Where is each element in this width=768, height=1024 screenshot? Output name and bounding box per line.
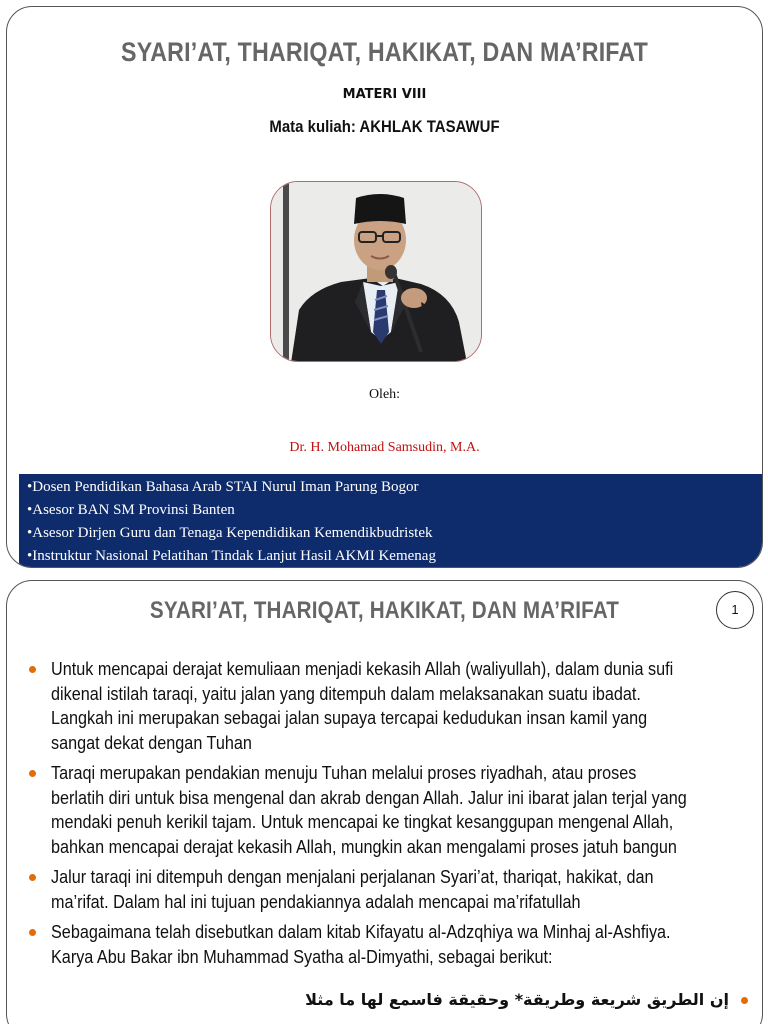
bullet-line: Untuk mencapai derajat kemuliaan menjadi kekasih Allah (waliyullah), dalam dunia sufi	[51, 659, 674, 679]
by-label: Oleh:	[368, 387, 401, 402]
bullet-item	[25, 920, 750, 969]
bullet-dot-icon	[29, 666, 36, 673]
bullet-item	[25, 761, 750, 859]
course-label: Mata kuliah: AKHLAK TASAWUF	[269, 117, 500, 136]
role-item: •Dosen Pendidikan Bahasa Arab STAI Nurul Iman Parung Bogor	[27, 479, 419, 495]
title-slide	[6, 6, 763, 568]
author-name: Dr. H. Mohamad Samsudin, M.A.	[289, 440, 480, 455]
bullet-line: Sebagaimana telah disebutkan dalam kitab Kifayatu al-Adzqhiya wa Minhaj al-Ashfiya.	[51, 922, 671, 942]
bullet-line: Taraqi merupakan pendakian menuju Tuhan melalui proses riyadhah, atau proses	[51, 763, 637, 783]
bullet-dot-icon	[29, 770, 36, 777]
role-item: •Instruktur Nasional Pelatihan Tindak Lanjut Hasil AKMI Kemenag	[27, 548, 436, 564]
author-photo	[270, 181, 482, 362]
portrait-image	[271, 182, 482, 362]
bullet-line: sangat dekat dengan Tuhan	[51, 732, 252, 753]
role-item: •Asesor Dirjen Guru dan Tenaga Kependidikan Kemendikbudristek	[27, 525, 433, 541]
bullet-item	[25, 657, 750, 755]
bullet-line: bahkan mencapai derajat kekasih Allah, mungkin akan mengalami proses jatuh bangun	[51, 836, 677, 857]
page-number-badge: 1	[716, 591, 754, 629]
bullet-dot-icon	[741, 997, 748, 1004]
arabic-quote-text: إن الطريق شريعة وطريقة* وحقيقة فاسمع لها ما مثلا	[305, 990, 729, 1009]
bullet-dot-icon	[29, 874, 36, 881]
bullet-line: berlatih diri untuk bisa mengenal dan akrab dengan Allah. Jalur ini ibarat jalan terjal yang	[51, 787, 687, 808]
bullet-line: Karya Abu Bakar ibn Muhammad Syatha al-Dimyathi, sebagai berikut:	[51, 946, 553, 967]
role-item: •Asesor BAN SM Provinsi Banten	[27, 502, 235, 518]
materi-label: MATERI VIII	[342, 87, 427, 102]
bullet-line: Langkah ini merupakan sebagai jalan supaya tercapai kedudukan insan kamil yang	[51, 708, 648, 728]
bullet-line: ma’rifat. Dalam hal ini tujuan pendakiannya adalah mencapai ma’rifatullah	[51, 891, 581, 912]
bullet-list	[25, 657, 750, 975]
bullet-line: Jalur taraqi ini ditempuh dengan menjalani perjalanan Syari’at, thariqat, hakikat, dan	[51, 867, 654, 887]
bullet-line: mendaki penuh kerikil tajam. Untuk mencapai ke tingkat kesanggupan mengenal Allah,	[51, 812, 674, 832]
arabic-quote	[305, 990, 748, 1009]
content-slide	[6, 580, 763, 1024]
bullet-dot-icon	[29, 929, 36, 936]
slide-title: SYARI’AT, THARIQAT, HAKIKAT, DAN MA’RIFAT	[121, 37, 648, 67]
slide-title: SYARI’AT, THARIQAT, HAKIKAT, DAN MA’RIFAT	[149, 597, 620, 624]
author-roles-box	[19, 474, 763, 568]
bullet-item	[25, 865, 750, 914]
bullet-line: dikenal istilah taraqi, yaitu jalan yang ditempuh dalam melaksanakan suatu ibadat.	[51, 683, 641, 704]
